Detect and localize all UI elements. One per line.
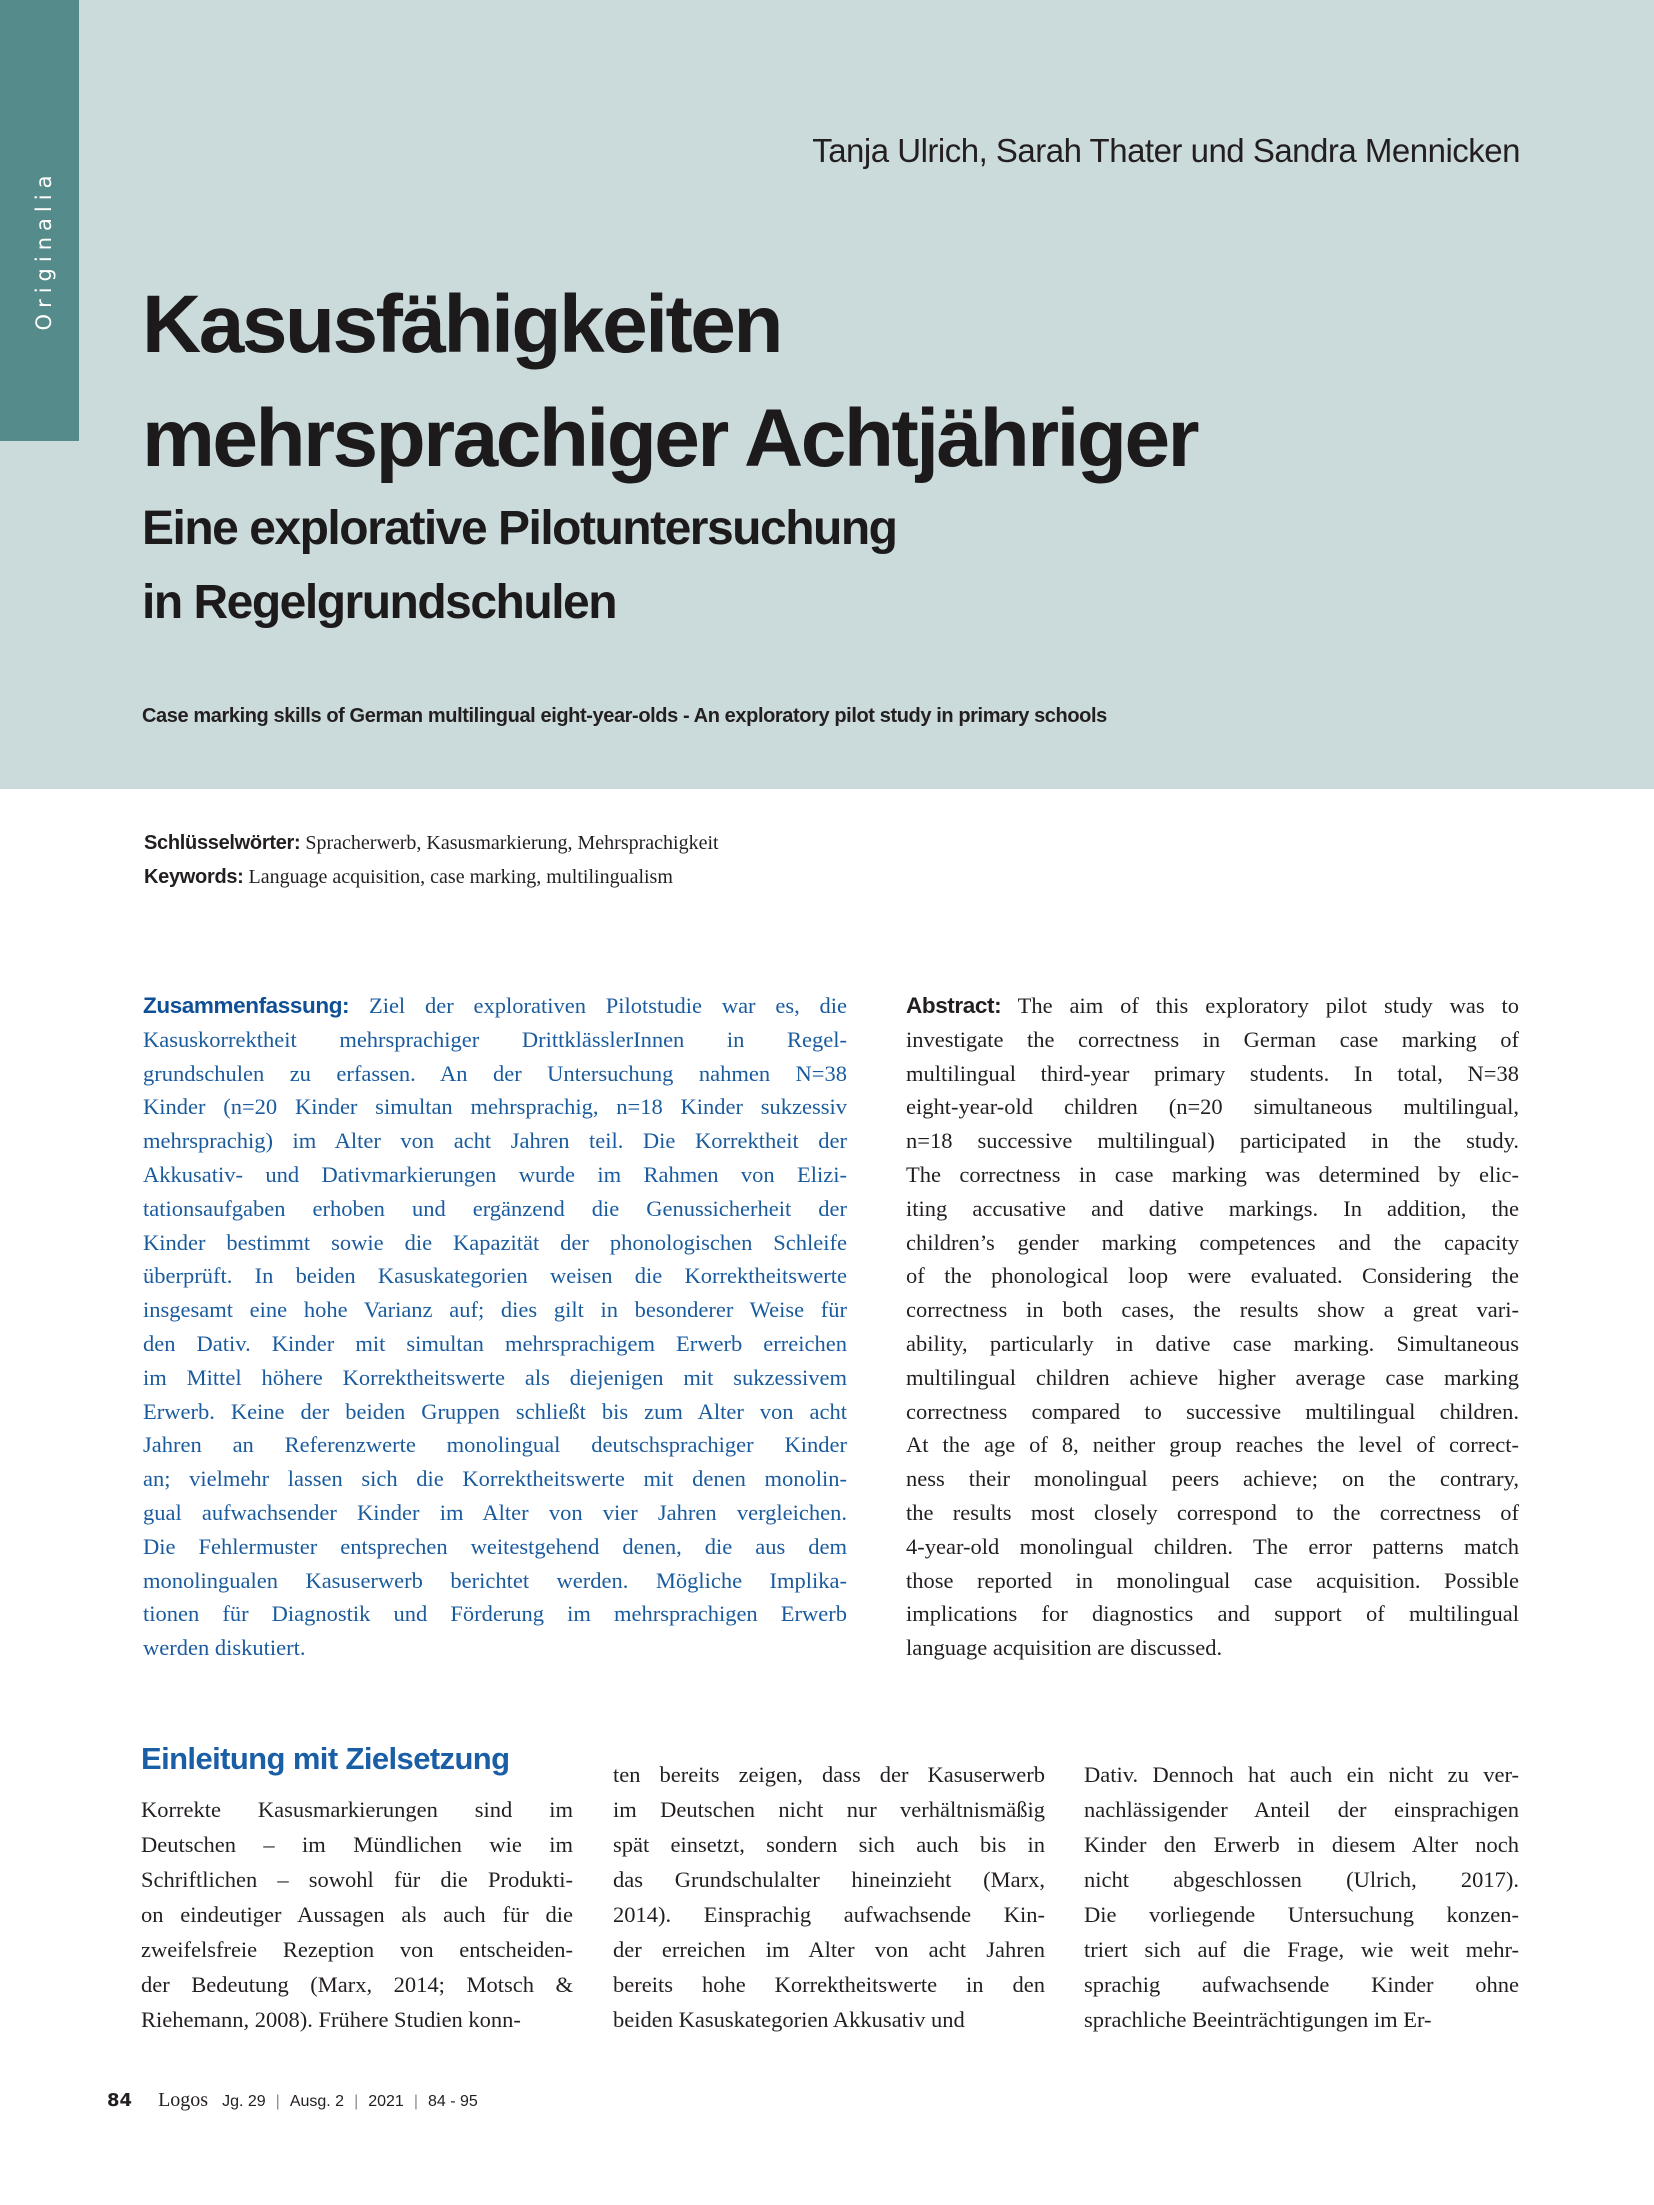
- text-line: mehrsprachig) im Alter von acht Jahren teil. Die Korrektheit der: [143, 1128, 847, 1154]
- text-line: Erwerb. Keine der beiden Gruppen schließt bis zum Alter von acht: [143, 1398, 847, 1424]
- text-line: triert sich auf die Frage, wie weit mehr-: [1084, 1937, 1519, 1962]
- abstract-label: Zusammenfassung:: [143, 993, 350, 1018]
- text-line: Kinder bestimmt sowie die Kapazität der phonologischen Schleife: [143, 1229, 847, 1255]
- text-line: überprüft. In beiden Kasuskategorien weisen die Korrektheitswerte: [143, 1263, 847, 1289]
- keywords-de: [144, 832, 719, 855]
- subtitle-line: Eine explorative Pilotuntersuchung: [142, 502, 897, 555]
- text-line: Deutschen – im Mündlichen wie im: [141, 1832, 573, 1857]
- keywords-en-label: Keywords:: [144, 866, 244, 888]
- text-line: insgesamt eine hohe Varianz auf; dies gilt in besonderer Weise für: [143, 1297, 847, 1323]
- footer-separator: |: [354, 2093, 359, 2110]
- abstract-german: [143, 989, 847, 1665]
- keywords-de-value: Spracherwerb, Kasusmarkierung, Mehrsprachigkeit: [300, 832, 719, 854]
- text-line: Kinder den Erwerb in diesem Alter noch: [1084, 1832, 1519, 1857]
- text-line: das Grundschulalter hineinzieht (Marx,: [613, 1867, 1045, 1892]
- text-line: an; vielmehr lassen sich die Korrektheitswerte mit denen monolin-: [143, 1466, 847, 1492]
- text-line: der erreichen im Alter von acht Jahren: [613, 1937, 1045, 1962]
- text-line: Dativ. Dennoch hat auch ein nicht zu ver-: [1084, 1762, 1519, 1787]
- text-line: der Bedeutung (Marx, 2014; Motsch &: [141, 1972, 573, 1997]
- text-line: nicht abgeschlossen (Ulrich, 2017).: [1084, 1867, 1519, 1892]
- issue: Ausg. 2: [289, 2093, 345, 2110]
- text-line: on eindeutiger Aussagen als auch für die: [141, 1902, 573, 1927]
- text-line: correctness compared to successive multilingual children.: [906, 1398, 1519, 1424]
- journal-name: Logos: [158, 2089, 209, 2111]
- keywords-en: [144, 866, 673, 889]
- title-line: mehrsprachiger Achtjähriger: [142, 393, 1198, 484]
- abstract-text: Ziel der explorativen Pilotstudie war es, die: [349, 993, 847, 1018]
- text-line: bereits hohe Korrektheitswerte in den: [613, 1972, 1045, 1997]
- text-line: At the age of 8, neither group reaches the level of correct-: [906, 1432, 1519, 1458]
- abstract-label: Abstract:: [906, 993, 1002, 1018]
- text-line: ness their monolingual peers achieve; on the contrary,: [906, 1466, 1519, 1492]
- subtitle-line: in Regelgrundschulen: [142, 576, 617, 629]
- text-line: n=18 successive multilingual) participated in the study.: [906, 1128, 1519, 1154]
- text-line: The correctness in case marking was determined by elic-: [906, 1161, 1519, 1187]
- text-line: sprachliche Beeinträchtigungen im Er-: [1084, 2007, 1432, 2032]
- text-line: den Dativ. Kinder mit simultan mehrsprachigem Erwerb erreichen: [143, 1330, 847, 1356]
- text-line: Schriftlichen – sowohl für die Produkti-: [141, 1867, 573, 1892]
- text-line: im Deutschen nicht nur verhältnismäßig: [613, 1797, 1045, 1822]
- page-footer: [107, 2089, 478, 2112]
- footer-separator: |: [413, 2093, 418, 2110]
- text-line: multilingual children achieve higher average case marking: [906, 1364, 1519, 1390]
- article-subtitle: [142, 492, 896, 640]
- text-line: Jahren an Referenzwerte monolingual deutschsprachiger Kinder: [143, 1432, 847, 1458]
- text-line: iting accusative and dative markings. In addition, the: [906, 1195, 1519, 1221]
- section-heading: Einleitung mit Zielsetzung: [141, 1741, 510, 1776]
- text-line: children’s gender marking competences and the capacity: [906, 1229, 1519, 1255]
- text-line: investigate the correctness in German case marking of: [906, 1026, 1519, 1052]
- text-line: tationsaufgaben erhoben und ergänzend die Genussicherheit der: [143, 1195, 847, 1221]
- text-line: Die Fehlermuster entsprechen weitestgehend denen, die aus dem: [143, 1533, 847, 1559]
- text-line: of the phonological loop were evaluated. Considering the: [906, 1263, 1519, 1289]
- title-line: Kasusfähigkeiten: [142, 279, 781, 370]
- text-line: zweifelsfreie Rezeption von entscheiden-: [141, 1937, 573, 1962]
- text-line: implications for diagnostics and support of multilingual: [906, 1601, 1519, 1627]
- text-line: nachlässigender Anteil der einsprachigen: [1084, 1797, 1519, 1822]
- text-line: ability, particularly in dative case marking. Simultaneous: [906, 1330, 1519, 1356]
- section-tab: [0, 0, 79, 441]
- body-column-1: [141, 1792, 573, 2037]
- footer-separator: |: [275, 2093, 280, 2110]
- section-label: Originalia: [32, 169, 56, 331]
- body-column-3: [1084, 1757, 1519, 2037]
- text-line: werden diskutiert.: [143, 1635, 306, 1661]
- authors: Tanja Ulrich, Sarah Thater und Sandra Mennicken: [812, 132, 1520, 169]
- text-line: Riehemann, 2008). Frühere Studien konn-: [141, 2007, 521, 2032]
- text-line: multilingual third-year primary students. In total, N=38: [906, 1060, 1519, 1086]
- text-line: sprachig aufwachsende Kinder ohne: [1084, 1972, 1519, 1997]
- text-line: gual aufwachsender Kinder im Alter von vier Jahren vergleichen.: [143, 1499, 847, 1525]
- text-line: those reported in monolingual case acquisition. Possible: [906, 1567, 1519, 1593]
- year: 2021: [368, 2093, 404, 2110]
- abstract-text: The aim of this exploratory pilot study was to: [1001, 993, 1519, 1018]
- text-line: language acquisition are discussed.: [906, 1635, 1223, 1661]
- text-line: Akkusativ- und Dativmarkierungen wurde im Rahmen von Elizi-: [143, 1161, 847, 1187]
- page-number: 84: [107, 2090, 133, 2111]
- text-line: 2014). Einsprachig aufwachsende Kin-: [613, 1902, 1045, 1927]
- text-line: tionen für Diagnostik und Förderung im mehrsprachigen Erwerb: [143, 1601, 847, 1627]
- text-line: the results most closely correspond to the correctness of: [906, 1499, 1519, 1525]
- text-line: 4-year-old monolingual children. The error patterns match: [906, 1533, 1519, 1559]
- text-line: ten bereits zeigen, dass der Kasuserwerb: [613, 1762, 1045, 1787]
- text-line: grundschulen zu erfassen. An der Untersuchung nahmen N=38: [143, 1060, 847, 1086]
- abstract-english: [906, 989, 1519, 1665]
- text-line: Kinder (n=20 Kinder simultan mehrsprachig, n=18 Kinder sukzessiv: [143, 1094, 847, 1120]
- text-line: monolingualen Kasuserwerb berichtet werden. Mögliche Implika-: [143, 1567, 847, 1593]
- text-line: correctness in both cases, the results show a great vari-: [906, 1297, 1519, 1323]
- text-line: [906, 989, 1519, 1023]
- volume: Jg. 29: [222, 2093, 266, 2110]
- text-line: [143, 989, 847, 1023]
- page-range: 84 - 95: [427, 2093, 478, 2110]
- keywords-en-value: Language acquisition, case marking, multilingualism: [243, 866, 673, 888]
- text-line: im Mittel höhere Korrektheitswerte als diejenigen mit sukzessivem: [143, 1364, 847, 1390]
- text-line: beiden Kasuskategorien Akkusativ und: [613, 2007, 965, 2032]
- text-line: spät einsetzt, sondern sich auch bis in: [613, 1832, 1045, 1857]
- english-title: Case marking skills of German multilingual eight-year-olds - An exploratory pilot study in primary schools: [142, 705, 1107, 727]
- text-line: eight-year-old children (n=20 simultaneous multilingual,: [906, 1094, 1519, 1120]
- body-column-2: [613, 1757, 1045, 2037]
- text-line: Korrekte Kasusmarkierungen sind im: [141, 1797, 573, 1822]
- keywords-de-label: Schlüsselwörter:: [144, 832, 301, 854]
- text-line: Kasuskorrektheit mehrsprachiger DrittklässlerInnen in Regel-: [143, 1026, 847, 1052]
- text-line: Die vorliegende Untersuchung konzen-: [1084, 1902, 1519, 1927]
- article-title: [142, 268, 1197, 496]
